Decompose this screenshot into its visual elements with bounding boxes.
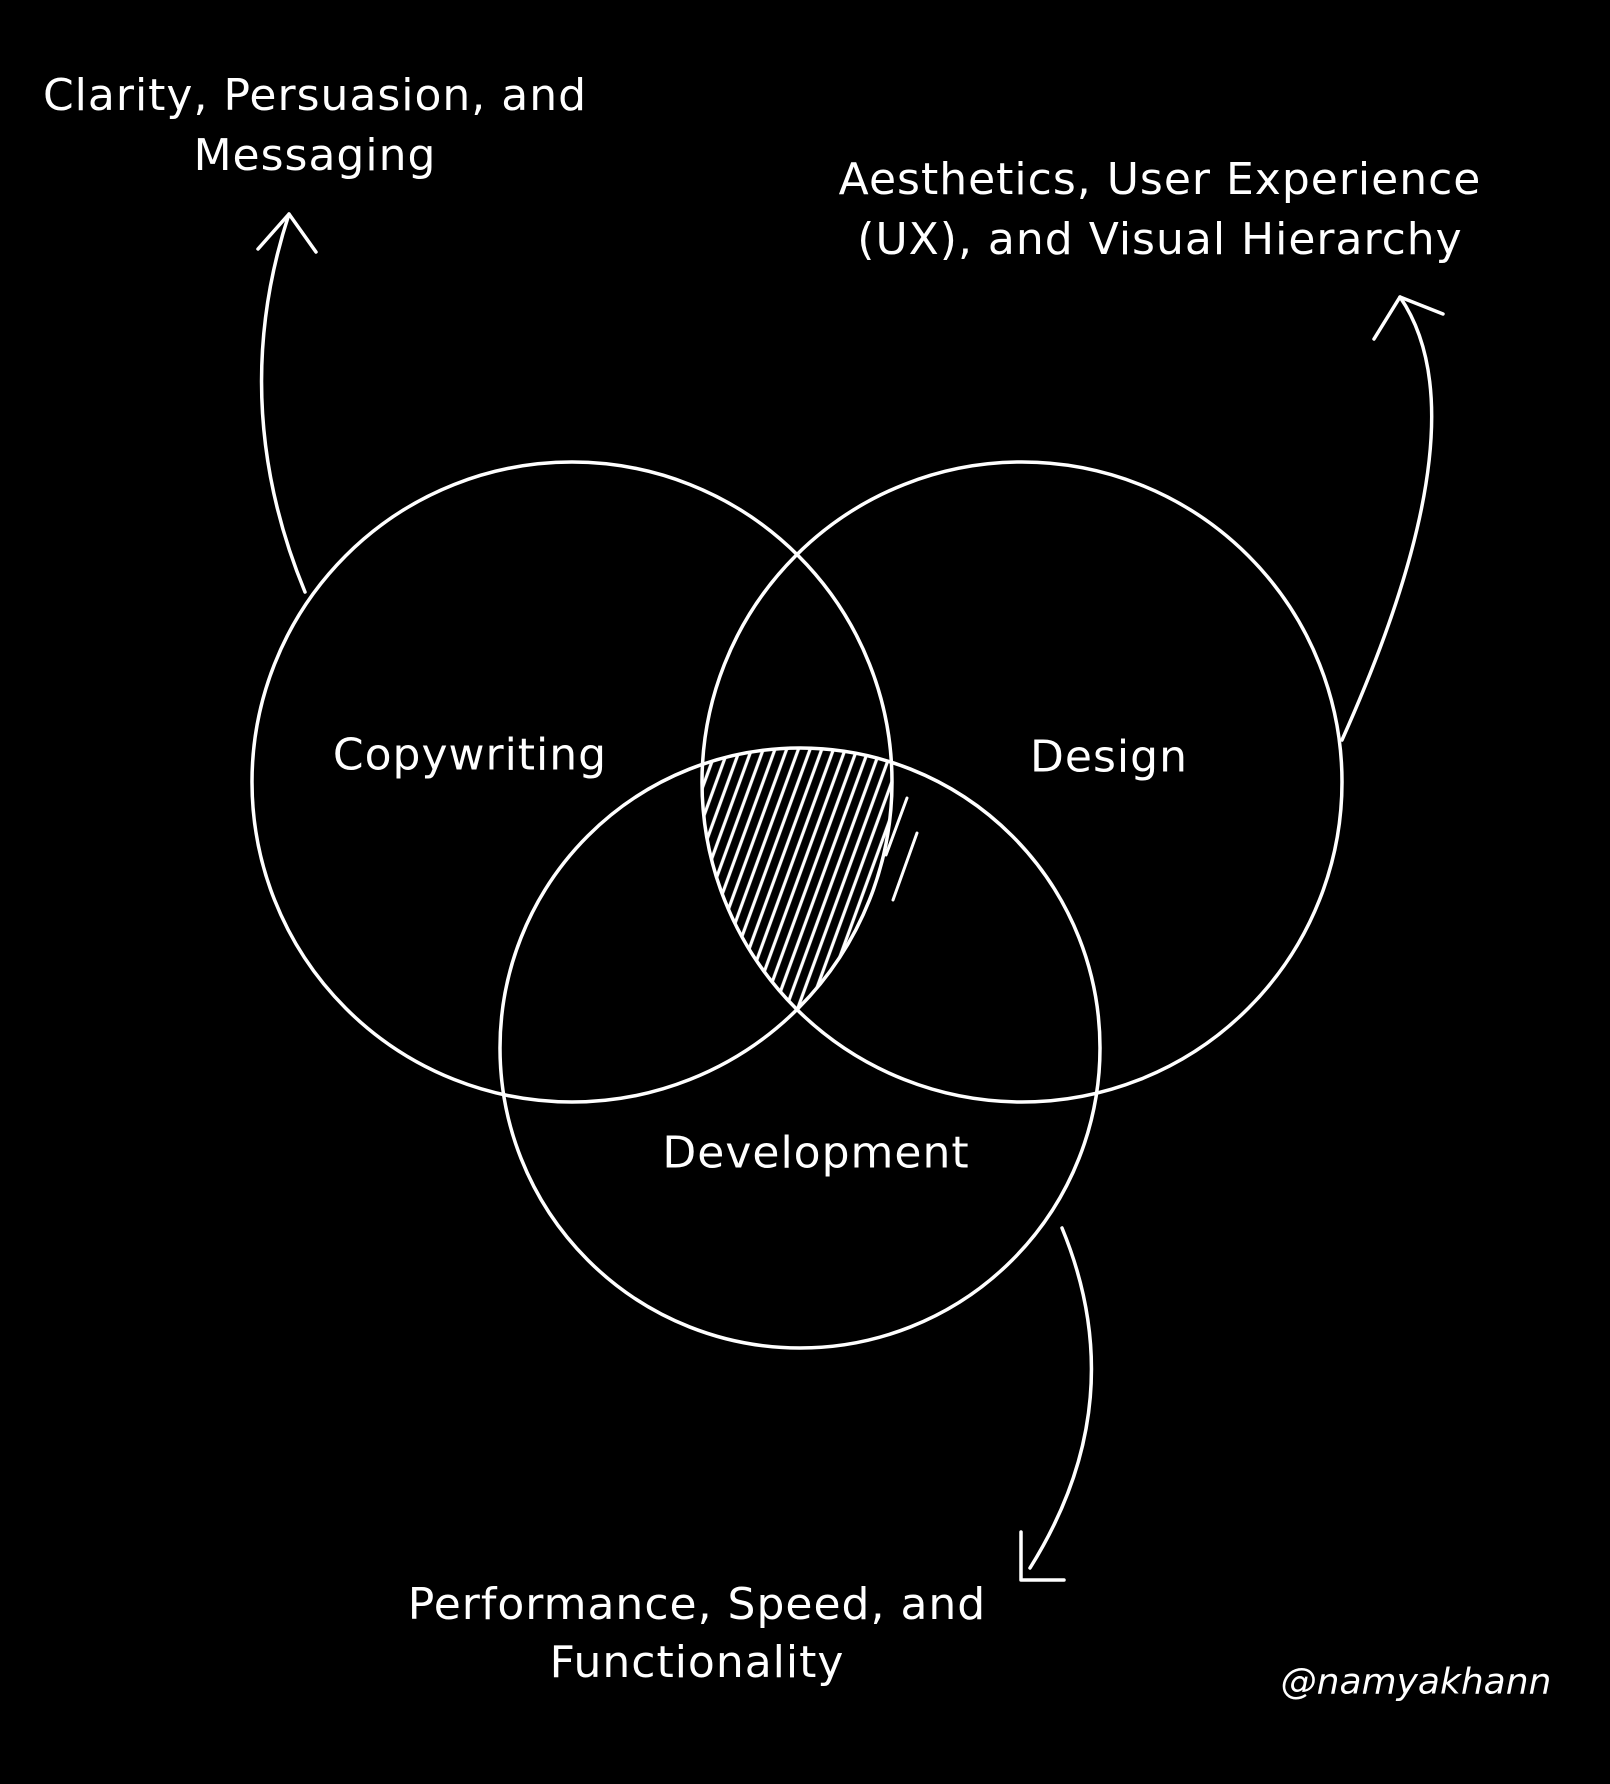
watermark-handle: @namyakhann bbox=[1280, 1661, 1552, 1703]
copywriting-caption bbox=[43, 66, 587, 186]
development-caption-line2: Functionality bbox=[549, 1637, 845, 1688]
copywriting-caption-line1: Clarity, Persuasion, and bbox=[42, 70, 588, 121]
design-arrow bbox=[1342, 297, 1443, 740]
development-arrow bbox=[1021, 1228, 1091, 1580]
design-label: Design bbox=[1030, 731, 1188, 783]
center-intersection-scribble bbox=[702, 748, 892, 1009]
development-arrowhead-icon bbox=[1021, 1532, 1064, 1580]
development-caption-line1: Performance, Speed, and bbox=[407, 1579, 987, 1630]
copywriting-caption-line2: Messaging bbox=[193, 130, 437, 181]
copywriting-arrow bbox=[258, 214, 316, 592]
copywriting-label: Copywriting bbox=[332, 729, 608, 781]
design-caption bbox=[839, 150, 1482, 270]
design-caption-line2: (UX), and Visual Hierarchy bbox=[857, 214, 1463, 265]
design-arrowhead-icon bbox=[1374, 297, 1443, 339]
development-label: Development bbox=[662, 1127, 970, 1179]
design-caption-line1: Aesthetics, User Experience bbox=[838, 154, 1482, 205]
development-caption bbox=[408, 1576, 986, 1692]
